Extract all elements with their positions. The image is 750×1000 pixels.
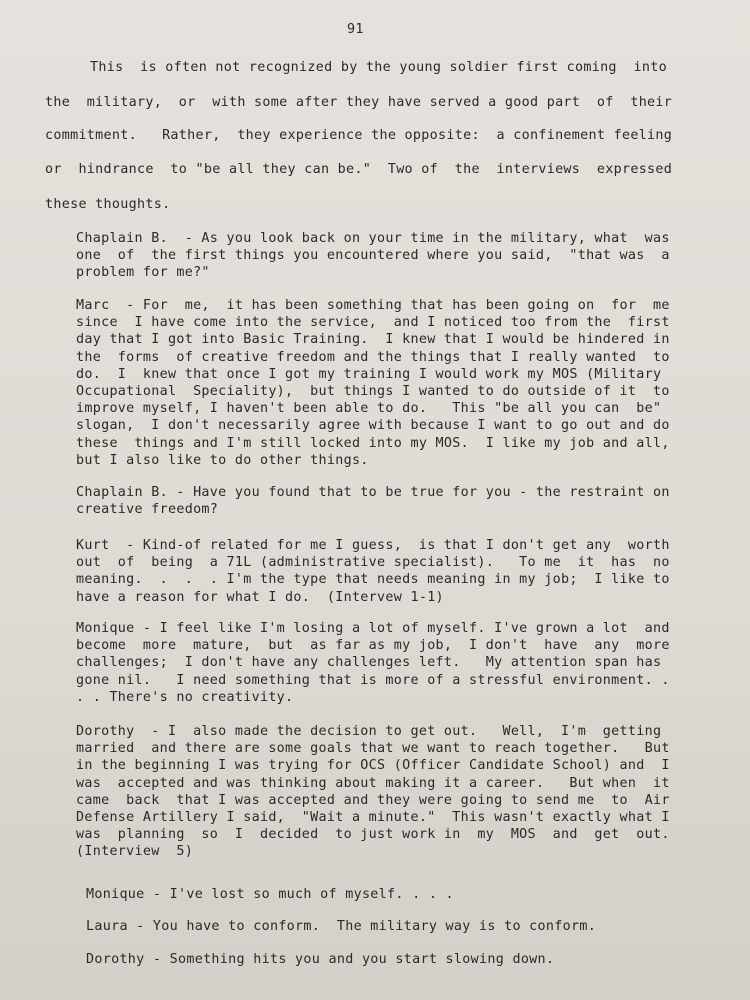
dialogue-line: out of being a 71L (administrative specialist). To me it has no — [76, 555, 670, 571]
dialogue-line: Chaplain B. - Have you found that to be true for you - the restraint on — [76, 485, 670, 500]
dialogue-line: Chaplain B. - As you look back on your time in the military, what was — [76, 231, 670, 246]
dialogue-line: Dorothy - Something hits you and you start slowing down. — [86, 952, 555, 967]
dialogue-line: came back that I was accepted and they were going to send me to Air — [76, 792, 670, 808]
dialogue-line: Kurt - Kind-of related for me I guess, is that I don't get any worth — [76, 538, 670, 553]
dialogue-line: Dorothy - I also made the decision to get out. Well, I'm getting — [76, 724, 662, 739]
intro-line: or hindrance to "be all they can be." Two of the interviews expressed — [45, 162, 673, 177]
dialogue-line: have a reason for what I do. (Intervew 1-1) — [76, 589, 444, 605]
dialogue-line: these things and I'm still locked into my MOS. I like my job and all, — [76, 435, 670, 451]
intro-line: these thoughts. — [45, 197, 171, 212]
dialogue-line: . . There's no creativity. — [76, 689, 294, 705]
dialogue-line: in the beginning I was trying for OCS (Officer Candidate School) and I — [76, 758, 670, 774]
dialogue-line: (Interview 5) — [76, 844, 194, 860]
dialogue-line: do. I knew that once I got my training I would work my MOS (Military — [76, 366, 662, 382]
dialogue-line: Monique - I've lost so much of myself. . . . — [86, 887, 454, 902]
intro-line: commitment. Rather, they experience the opposite: a confinement feeling — [45, 128, 673, 143]
dialogue-line: one of the first things you encountered where you said, "that was a — [76, 248, 670, 264]
dialogue-line: improve myself, I haven't been able to do. This "be all you can be" — [76, 401, 662, 417]
dialogue-line: become more mature, but as far as my job, I don't have any more — [76, 638, 670, 654]
dialogue-line: Monique - I feel like I'm losing a lot of myself. I've grown a lot and — [76, 621, 670, 636]
dialogue-line: was planning so I decided to just work in my MOS and get out. — [76, 827, 670, 843]
dialogue-line: was accepted and was thinking about making it a career. But when it — [76, 775, 670, 791]
dialogue-line: Marc - For me, it has been something that has been going on for me — [76, 298, 670, 313]
page-number: 91 — [347, 22, 364, 37]
dialogue-line: problem for me?" — [76, 265, 210, 281]
dialogue-line: creative freedom? — [76, 502, 219, 518]
dialogue-line: but I also like to do other things. — [76, 452, 369, 468]
dialogue-line: Laura - You have to conform. The military way is to conform. — [86, 919, 597, 934]
dialogue-line: Defense Artillery I said, "Wait a minute." This wasn't exactly what I — [76, 810, 670, 825]
dialogue-line: meaning. . . . I'm the type that needs meaning in my job; I like to — [76, 572, 670, 588]
dialogue-line: Occupational Speciality), but things I wanted to do outside of it to — [76, 384, 670, 399]
dialogue-line: challenges; I don't have any challenges left. My attention span has — [76, 655, 662, 671]
dialogue-line: since I have come into the service, and I noticed too from the first — [76, 315, 670, 331]
dialogue-line: gone nil. I need something that is more of a stressful environment. . — [76, 672, 670, 688]
intro-line: This is often not recognized by the young soldier first coming into — [90, 60, 667, 75]
intro-line: the military, or with some after they have served a good part of their — [45, 95, 673, 110]
dialogue-line: the forms of creative freedom and the things that I really wanted to — [76, 349, 670, 365]
dialogue-line: day that I got into Basic Training. I knew that I would be hindered in — [76, 332, 670, 348]
dialogue-line: slogan, I don't necessarily agree with because I want to go out and do — [76, 418, 670, 434]
dialogue-line: married and there are some goals that we want to reach together. But — [76, 741, 670, 757]
